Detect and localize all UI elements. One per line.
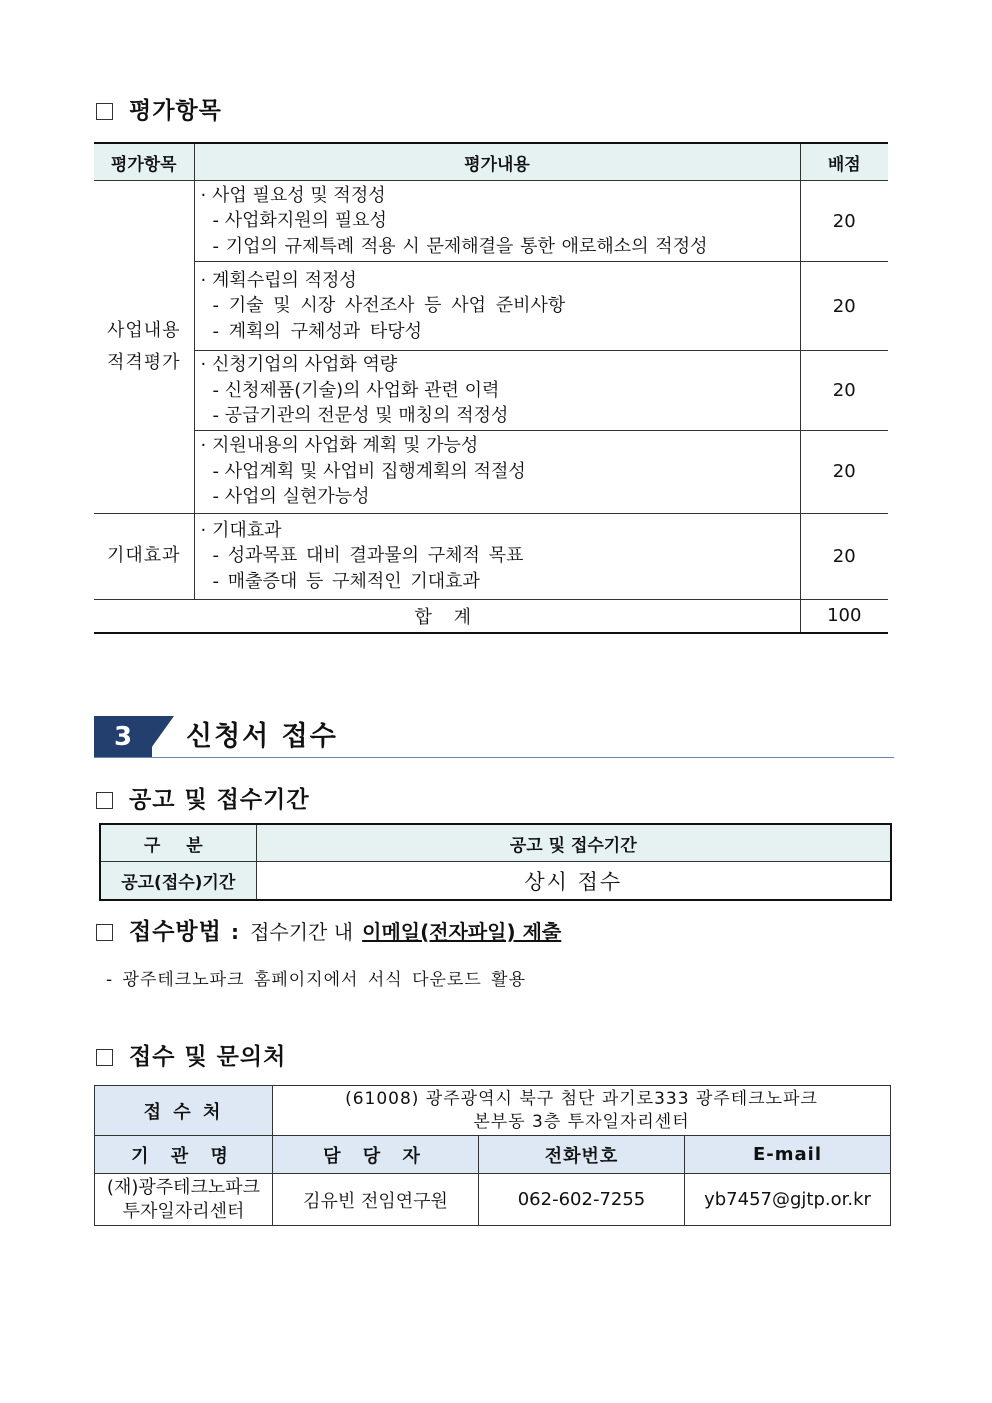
content-item: - 성과목표 대비 결과물의 구체적 목표 — [212, 545, 524, 567]
org-line: (재)광주테크노파크 — [106, 1176, 261, 1198]
content-title: · 사업 필요성 및 적정성 — [200, 184, 386, 206]
address-line: (61008) 광주광역시 북구 첨단 과기로333 광주테크노파크 — [345, 1088, 818, 1109]
score-cell: 20 — [800, 351, 888, 431]
content-item: - 신청제품(기술)의 사업화 관련 이력 — [212, 379, 500, 401]
checkbox-square-icon — [96, 1049, 113, 1066]
score-cell: 20 — [800, 262, 888, 351]
section-heading-text: 접수 및 문의처 — [129, 1043, 287, 1070]
header-cell: 공고 및 접수기간 — [256, 824, 891, 862]
section-heading-period — [96, 781, 310, 814]
header-cell: 배점 — [800, 143, 888, 181]
table-row — [95, 1174, 891, 1226]
content-title: · 신청기업의 사업화 역량 — [200, 354, 398, 375]
method-text: 접수기간 내 — [250, 920, 354, 944]
section-number-badge: 3 — [94, 716, 152, 758]
content-cell — [194, 513, 800, 599]
method-text-emphasis: 이메일(전자파일) 제출 — [362, 920, 562, 944]
content-cell — [194, 351, 800, 431]
row-value: 상시 접수 — [256, 862, 891, 901]
header-cell: E-mail — [685, 1136, 891, 1174]
eval-table-header — [94, 143, 888, 181]
section-heading-contact — [96, 1038, 286, 1071]
content-item: - 공급기관의 전문성 및 매칭의 적정성 — [212, 405, 509, 426]
address-cell — [273, 1086, 891, 1136]
header-cell: 구 분 — [100, 824, 256, 862]
checkbox-square-icon — [96, 103, 113, 120]
header-cell: 평가내용 — [194, 143, 800, 181]
table-row — [94, 181, 888, 262]
content-cell — [194, 430, 800, 513]
content-title: · 계획수립의 적정성 — [200, 269, 357, 291]
method-note: - 광주테크노파크 홈페이지에서 서식 다운로드 활용 — [106, 970, 527, 990]
content-title: · 지원내용의 사업화 계획 및 가능성 — [200, 435, 479, 457]
category-label: 사업내용 적격평가 — [106, 319, 181, 373]
score-cell: 20 — [800, 513, 888, 599]
checkbox-square-icon — [96, 792, 113, 809]
address-line: 본부동 3층 투자일자리센터 — [473, 1111, 690, 1132]
content-item: - 사업화지원의 필요성 — [212, 210, 387, 232]
table-row — [95, 1086, 891, 1136]
section-title: 신청서 접수 — [186, 721, 338, 752]
section-heading-text: 평가항목 — [129, 97, 222, 124]
section-heading-eval — [96, 92, 222, 125]
content-item: - 계획의 구체성과 타당성 — [212, 320, 423, 342]
content-item: - 기술 및 시장 사전조사 등 사업 준비사항 — [212, 295, 566, 317]
period-table — [99, 823, 892, 901]
method-heading: 접수방법 — [129, 918, 222, 945]
contact-table-header — [95, 1136, 891, 1174]
content-title: · 기대효과 — [200, 519, 282, 541]
row-label: 접 수 처 — [95, 1086, 273, 1136]
table-row — [94, 351, 888, 431]
phone-cell: 062-602-7255 — [479, 1174, 685, 1226]
content-item: - 매출증대 등 구체적인 기대효과 — [212, 570, 480, 592]
header-cell: 담 당 자 — [273, 1136, 479, 1174]
table-total-row — [94, 599, 888, 633]
table-row — [94, 262, 888, 351]
person-cell: 김유빈 전임연구원 — [273, 1174, 479, 1226]
section-badge-tail — [144, 716, 174, 758]
content-item: - 기업의 규제특례 적용 시 문제해결을 통한 애로해소의 적정성 — [212, 235, 708, 257]
checkbox-square-icon — [96, 924, 113, 941]
org-cell — [95, 1174, 273, 1226]
score-cell: 20 — [800, 181, 888, 262]
content-item: - 사업의 실현가능성 — [212, 486, 370, 508]
org-line: 투자일자리센터 — [122, 1200, 245, 1222]
total-score: 100 — [800, 599, 888, 633]
header-cell: 평가항목 — [94, 143, 194, 181]
table-row — [100, 862, 891, 901]
period-table-header — [100, 824, 891, 862]
email-cell[interactable]: yb7457@gjtp.or.kr — [685, 1174, 891, 1226]
score-cell: 20 — [800, 430, 888, 513]
table-row — [94, 513, 888, 599]
contact-table — [94, 1085, 891, 1226]
row-label: 공고(접수)기간 — [100, 862, 256, 901]
method-colon: : — [230, 920, 239, 944]
category-cell: 기대효과 — [94, 513, 194, 599]
category-cell — [94, 181, 194, 514]
header-cell: 전화번호 — [479, 1136, 685, 1174]
content-cell — [194, 181, 800, 262]
eval-table — [94, 142, 888, 634]
content-cell — [194, 262, 800, 351]
header-cell: 기 관 명 — [95, 1136, 273, 1174]
content-item: - 사업계획 및 사업비 집행계획의 적절성 — [212, 460, 526, 482]
method-line — [96, 913, 561, 946]
section-heading-text: 공고 및 접수기간 — [129, 786, 310, 813]
total-label: 합 계 — [94, 599, 800, 633]
table-row — [94, 430, 888, 513]
